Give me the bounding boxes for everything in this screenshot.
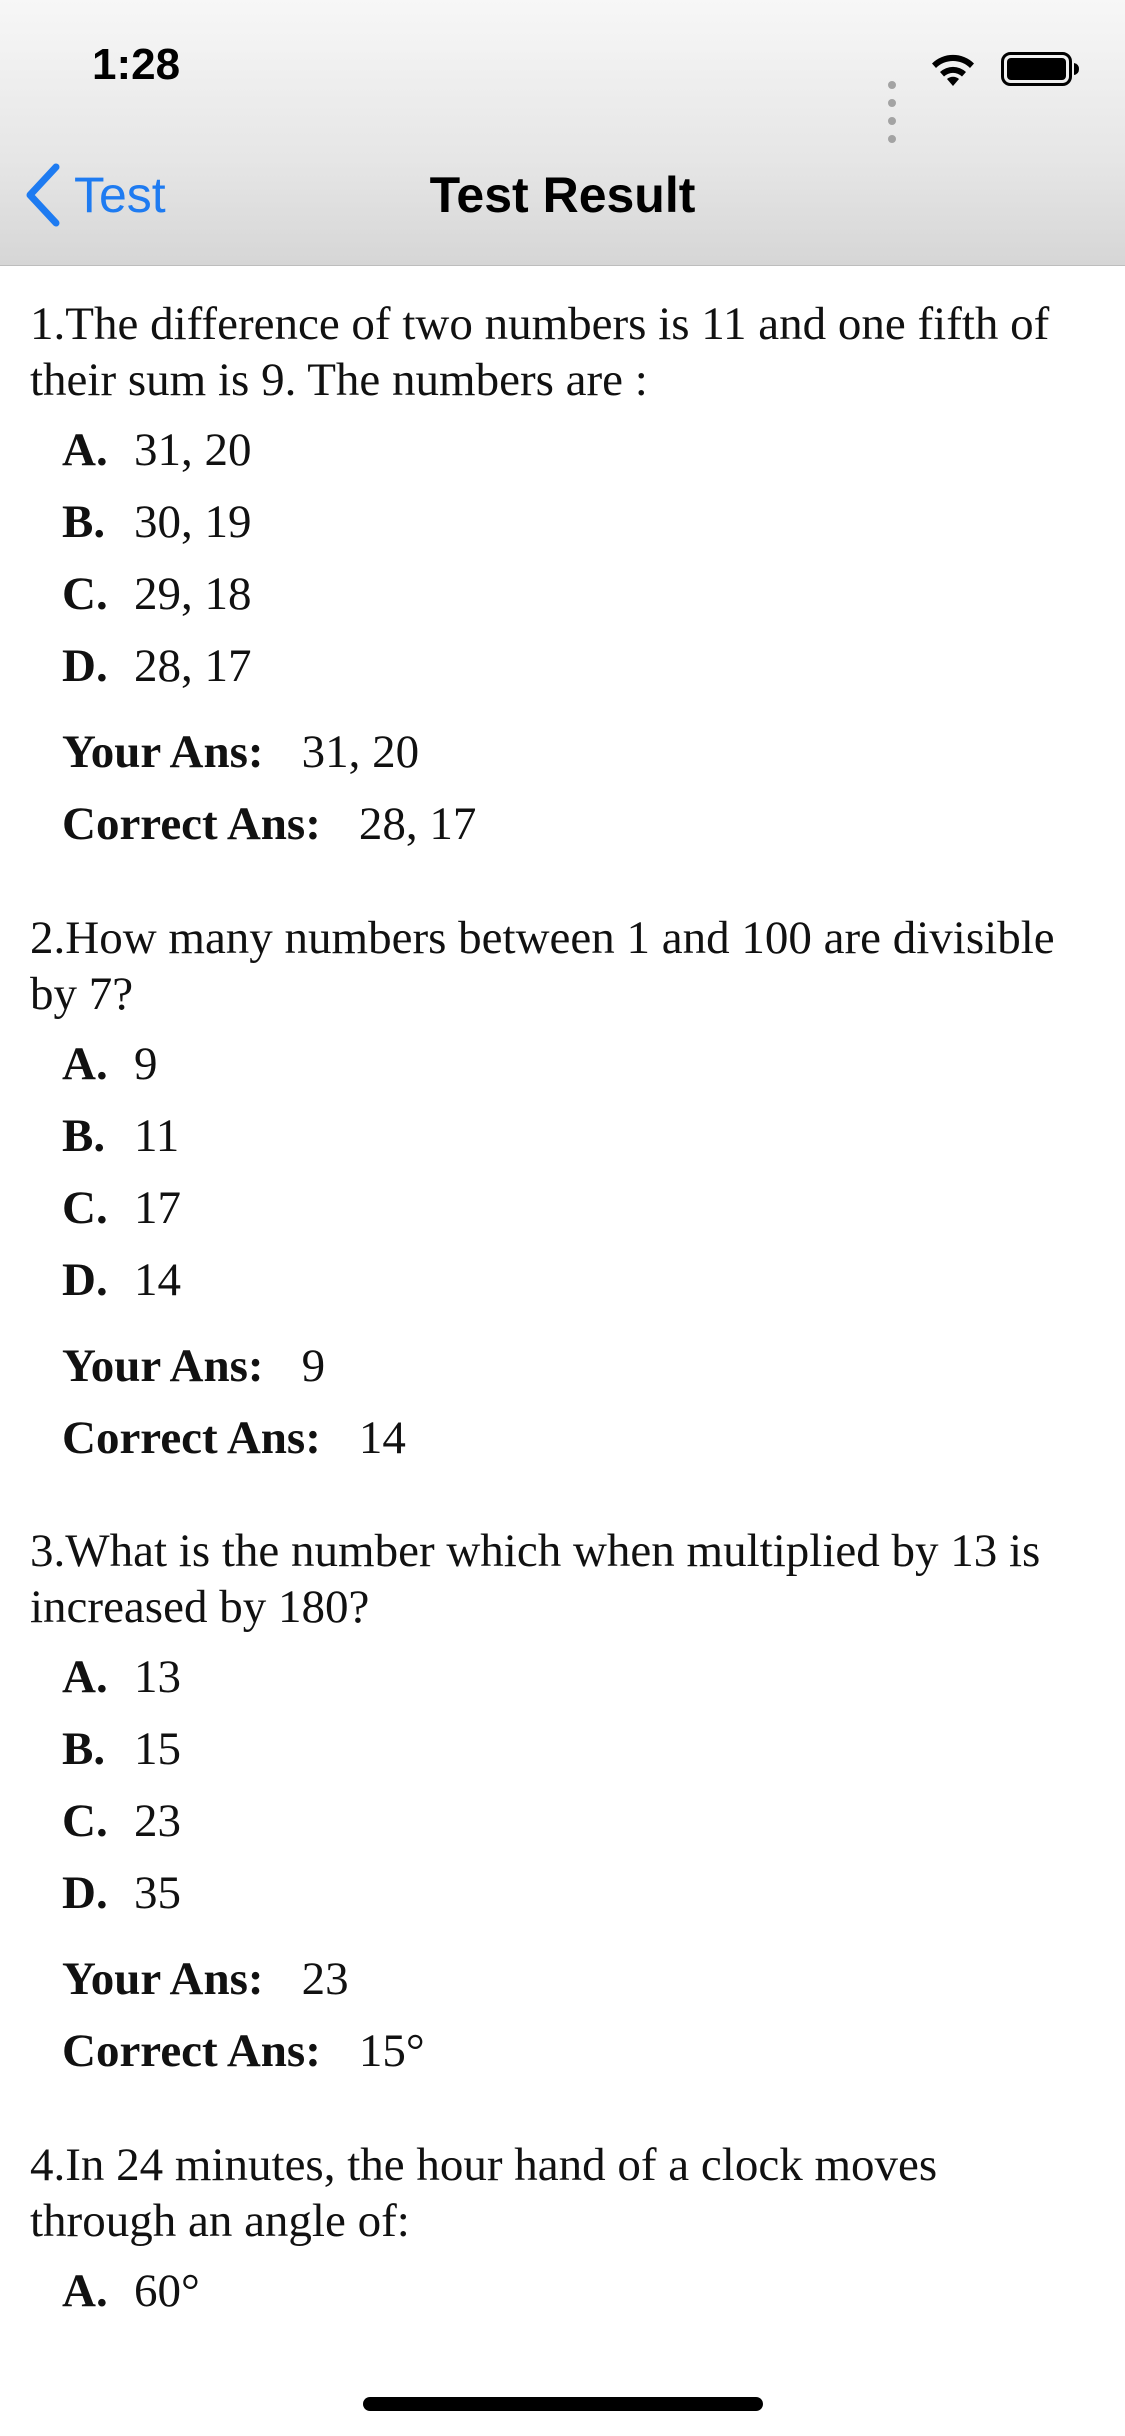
option-b [62,1721,181,1777]
option-a [62,2263,200,2319]
option-value: 30, 19 [134,496,252,548]
correct-answer [62,1410,406,1466]
your-answer-value: 23 [301,1953,349,2005]
option-letter: C. [62,568,108,620]
your-answer [62,724,419,780]
wifi-icon [927,50,979,90]
your-answer-label: Your Ans: [62,1340,264,1392]
option-value: 35 [134,1867,181,1919]
option-value: 23 [134,1795,181,1847]
option-b [62,494,252,550]
option-letter: D. [62,1254,108,1306]
option-value: 9 [134,1038,158,1090]
option-d [62,638,252,694]
question-text: 3.What is the number which when multiplied by 13 is increased by 180? [30,1525,1041,1633]
correct-answer [62,2023,425,2079]
option-a [62,1036,158,1092]
cellular-signal-icon [888,76,901,148]
navigation-header [0,0,1125,266]
option-value: 14 [134,1254,181,1306]
option-c [62,1180,181,1236]
correct-answer-value: 15° [358,2025,425,2077]
option-letter: B. [62,1110,106,1162]
option-a [62,1649,181,1705]
option-value: 29, 18 [134,568,252,620]
option-value: 31, 20 [134,424,252,476]
correct-answer-label: Correct Ans: [62,1412,321,1464]
option-value: 28, 17 [134,640,252,692]
back-button-label: Test [74,167,166,223]
your-answer-label: Your Ans: [62,726,264,778]
option-d [62,1252,181,1308]
option-letter: B. [62,496,106,548]
option-letter: A. [62,1651,108,1703]
correct-answer [62,796,476,852]
option-value: 60° [134,2265,200,2317]
option-c [62,1793,181,1849]
option-letter: C. [62,1182,108,1234]
option-a [62,422,252,478]
question-text: 1.The difference of two numbers is 11 and one fifth of their sum is 9. The numbers are : [30,298,1050,406]
option-c [62,566,252,622]
option-letter: A. [62,1038,108,1090]
option-value: 11 [134,1110,180,1162]
option-value: 13 [134,1651,181,1703]
option-letter: D. [62,1867,108,1919]
question-text: 2.How many numbers between 1 and 100 are divisible by 7? [30,912,1055,1020]
battery-icon [1001,52,1081,86]
your-answer-value: 31, 20 [301,726,420,778]
page-title: Test Result [429,167,696,223]
your-answer-value: 9 [301,1340,326,1392]
option-value: 15 [134,1723,181,1775]
your-answer [62,1338,325,1394]
option-letter: A. [62,424,108,476]
correct-answer-value: 28, 17 [358,798,477,850]
option-letter: A. [62,2265,108,2317]
your-answer [62,1951,349,2007]
correct-answer-label: Correct Ans: [62,798,321,850]
your-answer-label: Your Ans: [62,1953,264,2005]
correct-answer-value: 14 [358,1412,406,1464]
option-letter: B. [62,1723,106,1775]
question-text: 4.In 24 minutes, the hour hand of a clock moves through an angle of: [30,2139,938,2247]
option-letter: D. [62,640,108,692]
home-indicator[interactable] [363,2397,763,2411]
option-value: 17 [134,1182,181,1234]
option-b [62,1108,179,1164]
correct-answer-label: Correct Ans: [62,2025,321,2077]
option-d [62,1865,181,1921]
status-time: 1:28 [92,40,181,89]
option-letter: C. [62,1795,108,1847]
